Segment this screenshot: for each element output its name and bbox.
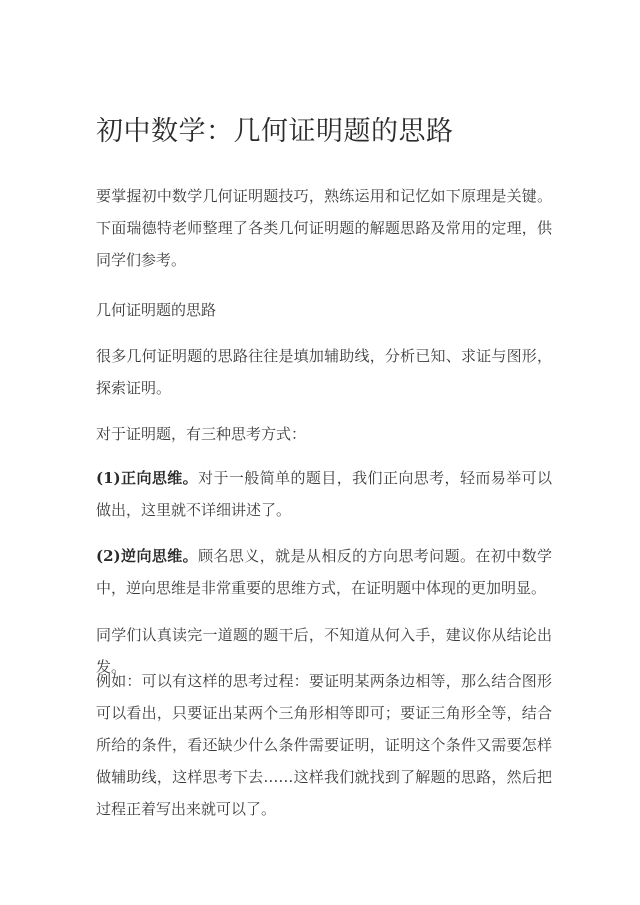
paragraph-example: 例如：可以有这样的思考过程：要证明某两条边相等，那么结合图形可以看出，只要证出某两个三角形相等即可；要证三角形全等，结合所给的条件，看还缺少什么条件需要证明，证明这个条件又需要怎样做辅助线，这样思考下去……这样我们就找到了解题的思路，然后把过程正着写出来就可以了。 <box>96 672 552 818</box>
paragraph-three-ways: 对于证明题，有三种思考方式： <box>96 425 307 443</box>
item-reverse-thinking <box>96 540 552 604</box>
paragraph-start-from-conclusion: 同学们认真读完一道题的题干后，不知道从何入手，建议你从结论出发。 <box>96 626 552 676</box>
item-reverse-thinking-text: 顾名思义，就是从相反的方向思考问题。在初中数学中，逆向思维是非常重要的思维方式，在证明题中体现的更加明显。 <box>96 547 552 597</box>
item-forward-thinking <box>96 462 552 526</box>
item-forward-thinking-label: (1)正向思维。 <box>96 469 199 487</box>
page-title: 初中数学：几何证明题的思路 <box>96 116 454 147</box>
intro-paragraph: 要掌握初中数学几何证明题技巧，熟练运用和记忆如下原理是关键。下面瑞德特老师整理了各类几何证明题的解题思路及常用的定理，供同学们参考。 <box>96 187 552 269</box>
paragraph-auxiliary-lines: 很多几何证明题的思路往往是填加辅助线，分析已知、求证与图形，探索证明。 <box>96 347 552 397</box>
section-heading: 几何证明题的思路 <box>96 301 217 319</box>
item-reverse-thinking-label: (2)逆向思维。 <box>96 547 199 565</box>
item-forward-thinking-text: 对于一般简单的题目，我们正向思考，轻而易举可以做出，这里就不详细讲述了。 <box>96 469 552 519</box>
